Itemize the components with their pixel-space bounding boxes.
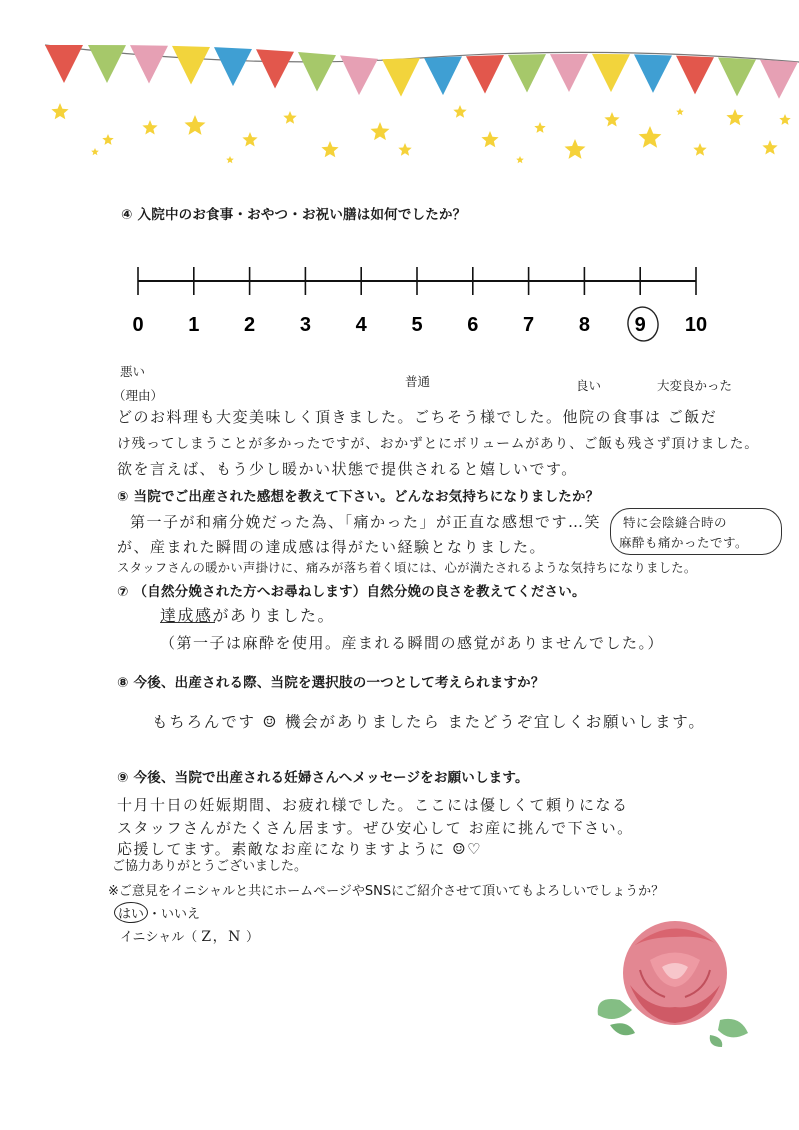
scale-number-5: 5	[411, 314, 423, 336]
q4-answer-line-3: 欲を言えば、もう少し暖かい状態で提供されると嬉しいです。	[117, 460, 578, 478]
rating-scale	[120, 245, 720, 355]
star-icon	[102, 134, 113, 145]
scale-number-10: 10	[684, 314, 708, 336]
q5-question: 当院でご出産された感想を教えて下さい。どんなお気持ちになりましたか？	[133, 489, 600, 505]
star-icon	[321, 141, 338, 157]
consent-yes-option[interactable]: はい	[114, 902, 148, 923]
scale-label-bad: 悪い	[120, 364, 146, 379]
q9-heading	[117, 766, 529, 786]
star-icon	[51, 103, 68, 119]
bunting-flag	[550, 54, 588, 92]
scale-number-4: 4	[355, 314, 367, 336]
scale-number-2: 2	[244, 314, 256, 336]
bunting-flag	[298, 52, 336, 92]
q8-question: 今後、出産される際、当院を選択肢の一つとして考えられますか？	[133, 675, 545, 691]
star-icon	[779, 114, 790, 125]
q4-answer-line-2: け残ってしまうことが多かったですが、おかずとにボリュームがあり、ご飯も残さず頂けました。	[117, 436, 759, 452]
bunting-flag	[592, 54, 630, 92]
q7-answer-line-1: 達成感がありました。	[160, 606, 336, 625]
scale-number-7: 7	[523, 314, 535, 336]
q5-answer-line-2: が、産まれた瞬間の達成感は得がたい経験となりました。	[117, 538, 547, 556]
q7-heading	[117, 580, 586, 600]
scale-number-8: 8	[578, 314, 590, 336]
q4-answer-line-1: どのお料理も大変美味しく頂きました。ごちそう様でした。他院の食事は ご飯だ	[117, 408, 718, 426]
consent-separator: ・	[148, 907, 162, 922]
initials-row	[120, 926, 259, 946]
q5-answer-line-3: スタッフさんの暖かい声掛けに、痛みが落ち着く頃には、心が満たされるような気持ちになりました。	[117, 561, 697, 575]
scale-number-1: 1	[188, 314, 200, 336]
star-icon	[91, 148, 99, 155]
star-icon	[283, 111, 296, 124]
star-icon	[481, 131, 498, 147]
bunting-flag	[718, 57, 756, 96]
bunting-flag	[508, 54, 546, 92]
q9-answer-line-2: スタッフさんがたくさん居ます。ぜひ安心して お産に挑んで下さい。	[117, 819, 634, 837]
consent-no-option[interactable]: いいえ	[161, 907, 201, 922]
scale-number-0: 0	[132, 314, 144, 336]
bunting-flag	[760, 60, 798, 99]
star-icon	[142, 120, 157, 135]
q5-heading	[117, 485, 599, 505]
q7-underline	[160, 622, 215, 623]
star-icon	[693, 143, 706, 156]
star-icon	[726, 109, 743, 125]
reason-label: （理由）	[113, 388, 164, 403]
bunting-flag	[466, 55, 504, 94]
star-icon	[185, 115, 206, 135]
star-icon	[565, 139, 586, 159]
star-icon	[676, 108, 684, 115]
bunting-flag	[340, 55, 378, 95]
star-icon	[762, 140, 777, 155]
initials-label: イニシャル（	[120, 930, 198, 945]
q5-note-line-2: 麻酔も痛かったです。	[619, 535, 749, 550]
q4-heading	[121, 203, 466, 223]
q9-number: ⑨	[117, 770, 129, 786]
star-icon	[371, 122, 390, 140]
star-icon	[226, 156, 234, 163]
star-icon	[516, 156, 524, 163]
q9-answer-line-1: 十月十日の妊娠期間、お疲れ様でした。ここには優しくて頼りになる	[117, 796, 629, 814]
q4-number: ④	[121, 207, 133, 223]
scale-label-neutral: 普通	[405, 374, 431, 389]
q8-number: ⑧	[117, 675, 129, 691]
scale-number-6: 6	[467, 314, 479, 336]
q5-number: ⑤	[117, 489, 129, 505]
scale-label-good: 良い	[576, 378, 602, 393]
bunting-flag	[214, 47, 252, 86]
bunting-flag	[634, 54, 672, 93]
bunting-banner	[0, 0, 799, 170]
star-icon	[398, 143, 411, 156]
bunting-flag	[256, 49, 294, 88]
star-icon	[604, 112, 619, 127]
bunting-flag	[382, 58, 420, 97]
q7-question: （自然分娩された方へお尋ねします）自然分娩の良さを教えてください。	[133, 584, 586, 600]
star-icon	[639, 126, 662, 148]
bunting-flag	[45, 45, 83, 83]
q8-answer: もちろんです ☺ 機会がありましたら またどうぞ宜しくお願いします。	[152, 713, 706, 731]
rose-illustration	[590, 915, 770, 1050]
q8-heading	[117, 671, 545, 691]
star-icon	[534, 122, 545, 133]
bunting-flag	[676, 56, 714, 95]
consent-question: ※ご意見をイニシャルと共にホームページやSNSにご紹介させて頂いてもよろしいでしょうか？	[108, 884, 665, 899]
scale-number-3: 3	[299, 314, 311, 336]
q7-number: ⑦	[117, 584, 129, 600]
q7-answer-line-2: （第一子は麻酔を使用。産まれる瞬間の感覚がありませんでした。）	[160, 634, 665, 652]
bunting-flag	[424, 56, 462, 95]
bunting-flag	[172, 46, 210, 85]
scale-label-very-good: 大変良かった	[657, 378, 733, 393]
consent-options	[114, 902, 200, 923]
bunting-flag	[88, 45, 126, 83]
q5-side-note	[610, 508, 782, 555]
star-icon	[242, 132, 257, 147]
initials-close: ）	[246, 930, 260, 945]
thanks-text: ご協力ありがとうございました。	[112, 859, 308, 874]
q5-note-line-1: 特に会陰縫合時の	[623, 515, 728, 530]
initials-value: Z，N	[201, 929, 242, 945]
q9-question: 今後、当院で出産される妊婦さんへメッセージをお願いします。	[133, 770, 529, 786]
bunting-flag	[130, 45, 168, 83]
q4-question: 入院中のお食事・おやつ・お祝い膳は如何でしたか？	[137, 207, 467, 223]
q5-answer-line-1: 第一子が和痛分娩だった為、「痛かった」が正直な感想です…笑	[130, 513, 602, 531]
star-icon	[453, 105, 466, 118]
q9-answer-line-3: 応援してます。素敵なお産になりますように ☺♡	[117, 840, 482, 858]
scale-number-9: 9	[634, 314, 646, 336]
